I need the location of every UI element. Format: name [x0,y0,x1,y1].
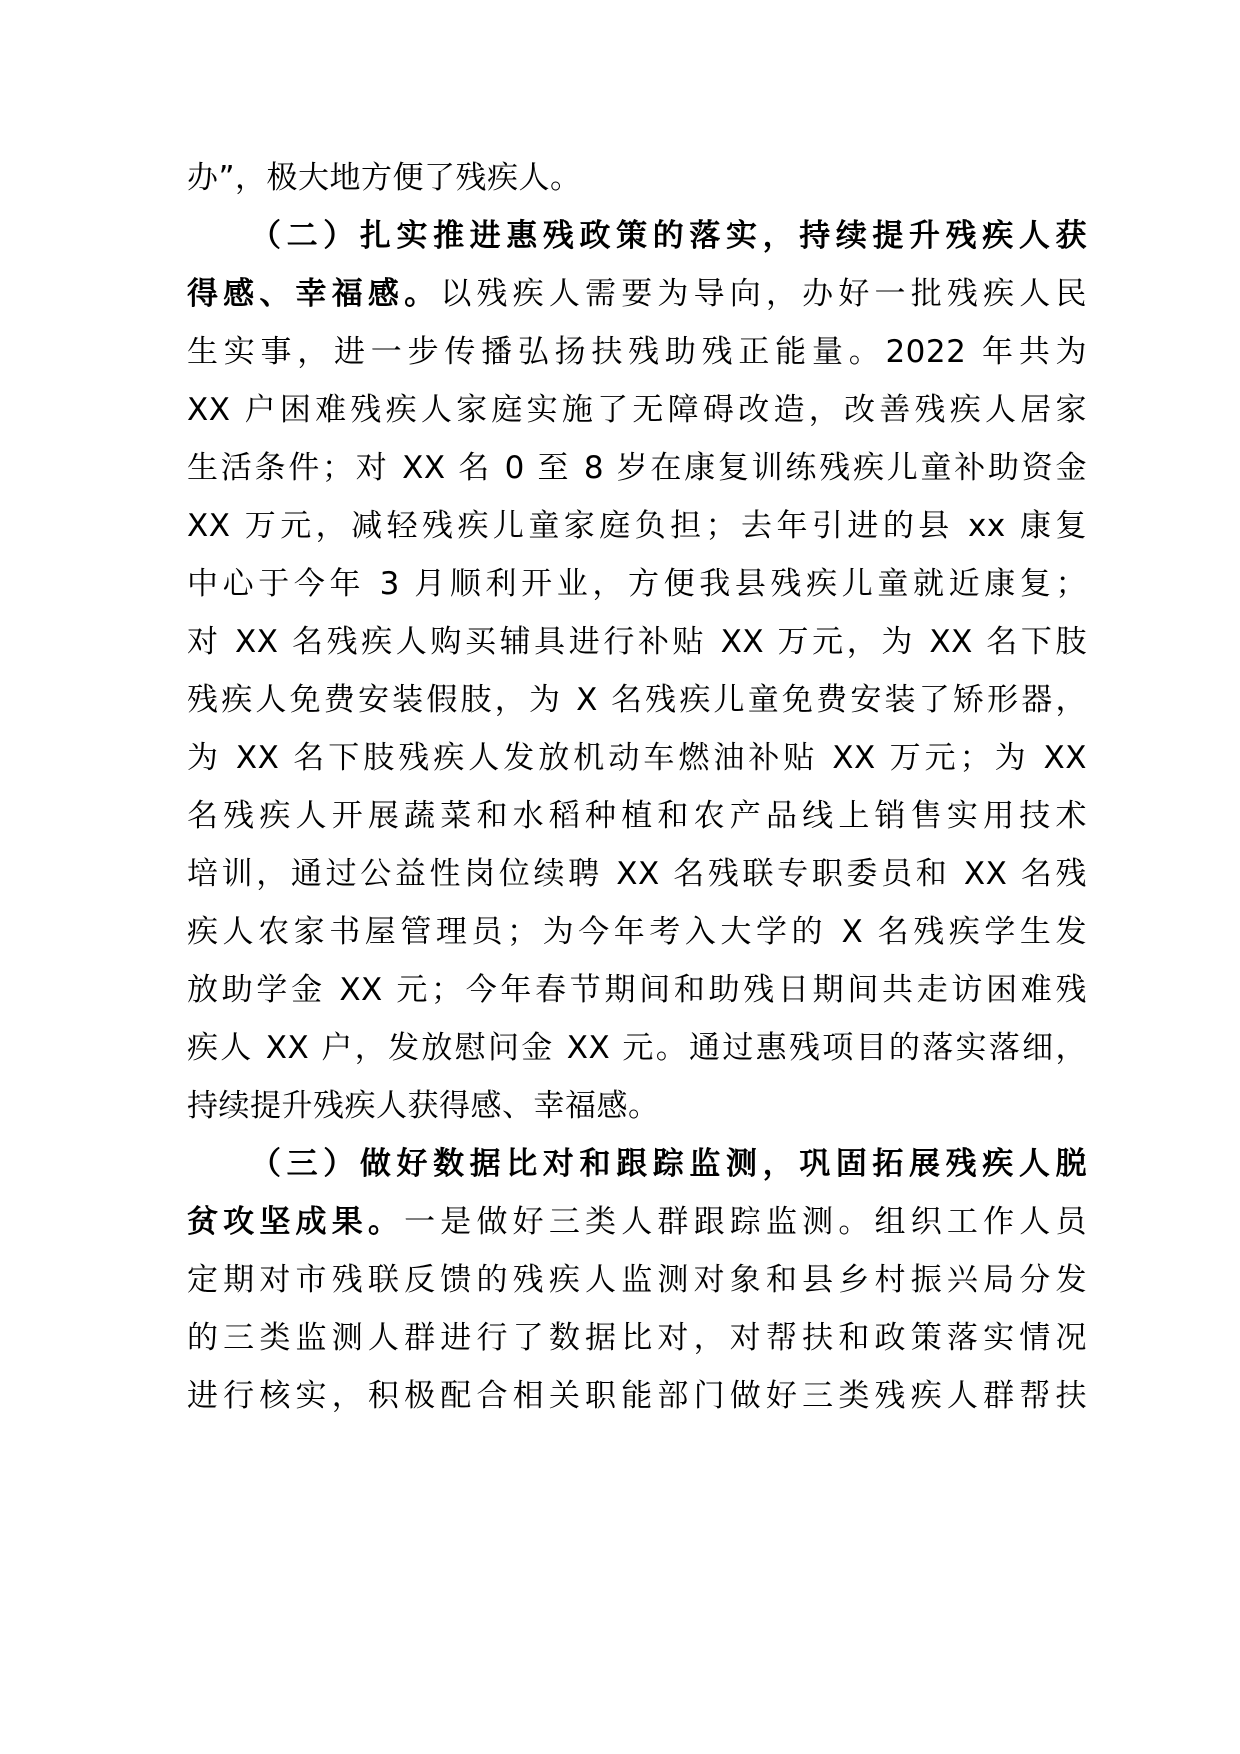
paragraph-text: 一是做好三类人群跟踪监测。组织工作人员 [404,1204,1087,1240]
paragraph-line: 残疾人免费安装假肢，为 X 名残疾儿童免费安装了矫形器， [187,682,1087,718]
paragraph-line [187,274,1087,314]
paragraph-line: 办”，极大地方便了残疾人。 [187,160,582,196]
paragraph-line: 持续提升残疾人获得感、幸福感。 [187,1088,660,1124]
paragraph-line: 生活条件；对 XX 名 0 至 8 岁在康复训练残疾儿童补助资金 [187,450,1087,486]
paragraph-line: 放助学金 XX 元；今年春节期间和助残日期间共走访困难残 [187,972,1087,1008]
paragraph-line: 生实事，进一步传播弘扬扶残助残正能量。2022 年共为 [187,334,1087,370]
paragraph-line: 定期对市残联反馈的残疾人监测对象和县乡村振兴局分发 [187,1262,1087,1298]
section-heading-end: 贫攻坚成果。 [187,1204,405,1240]
paragraph-line: 的三类监测人群进行了数据比对，对帮扶和政策落实情况 [187,1320,1087,1356]
paragraph-line: 对 XX 名残疾人购买辅具进行补贴 XX 万元，为 XX 名下肢 [187,624,1087,660]
paragraph-line [187,1202,1087,1242]
paragraph-line: XX 户困难残疾人家庭实施了无障碍改造，改善残疾人居家 [187,392,1087,428]
paragraph-line: 培训，通过公益性岗位续聘 XX 名残联专职委员和 XX 名残 [187,856,1087,892]
paragraph-line: 疾人农家书屋管理员；为今年考入大学的 X 名残疾学生发 [187,914,1087,950]
section-heading: （二）扎实推进惠残政策的落实，持续提升残疾人获 [250,218,1087,254]
paragraph-line: 疾人 XX 户，发放慰问金 XX 元。通过惠残项目的落实落细， [187,1030,1087,1066]
paragraph-line: XX 万元，减轻残疾儿童家庭负担；去年引进的县 xx 康复 [187,508,1087,544]
paragraph-line: 名残疾人开展蔬菜和水稻种植和农产品线上销售实用技术 [187,798,1087,834]
paragraph-line: 进行核实，积极配合相关职能部门做好三类残疾人群帮扶 [187,1378,1087,1414]
paragraph-line: 中心于今年 3 月顺利开业，方便我县残疾儿童就近康复； [187,566,1087,602]
section-heading: （三）做好数据比对和跟踪监测，巩固拓展残疾人脱 [250,1146,1087,1182]
section-heading-end: 得感、幸福感。 [187,276,441,312]
paragraph-line: 为 XX 名下肢残疾人发放机动车燃油补贴 XX 万元；为 XX [187,740,1087,776]
paragraph-text: 以残疾人需要为导向，办好一批残疾人民 [440,276,1087,312]
